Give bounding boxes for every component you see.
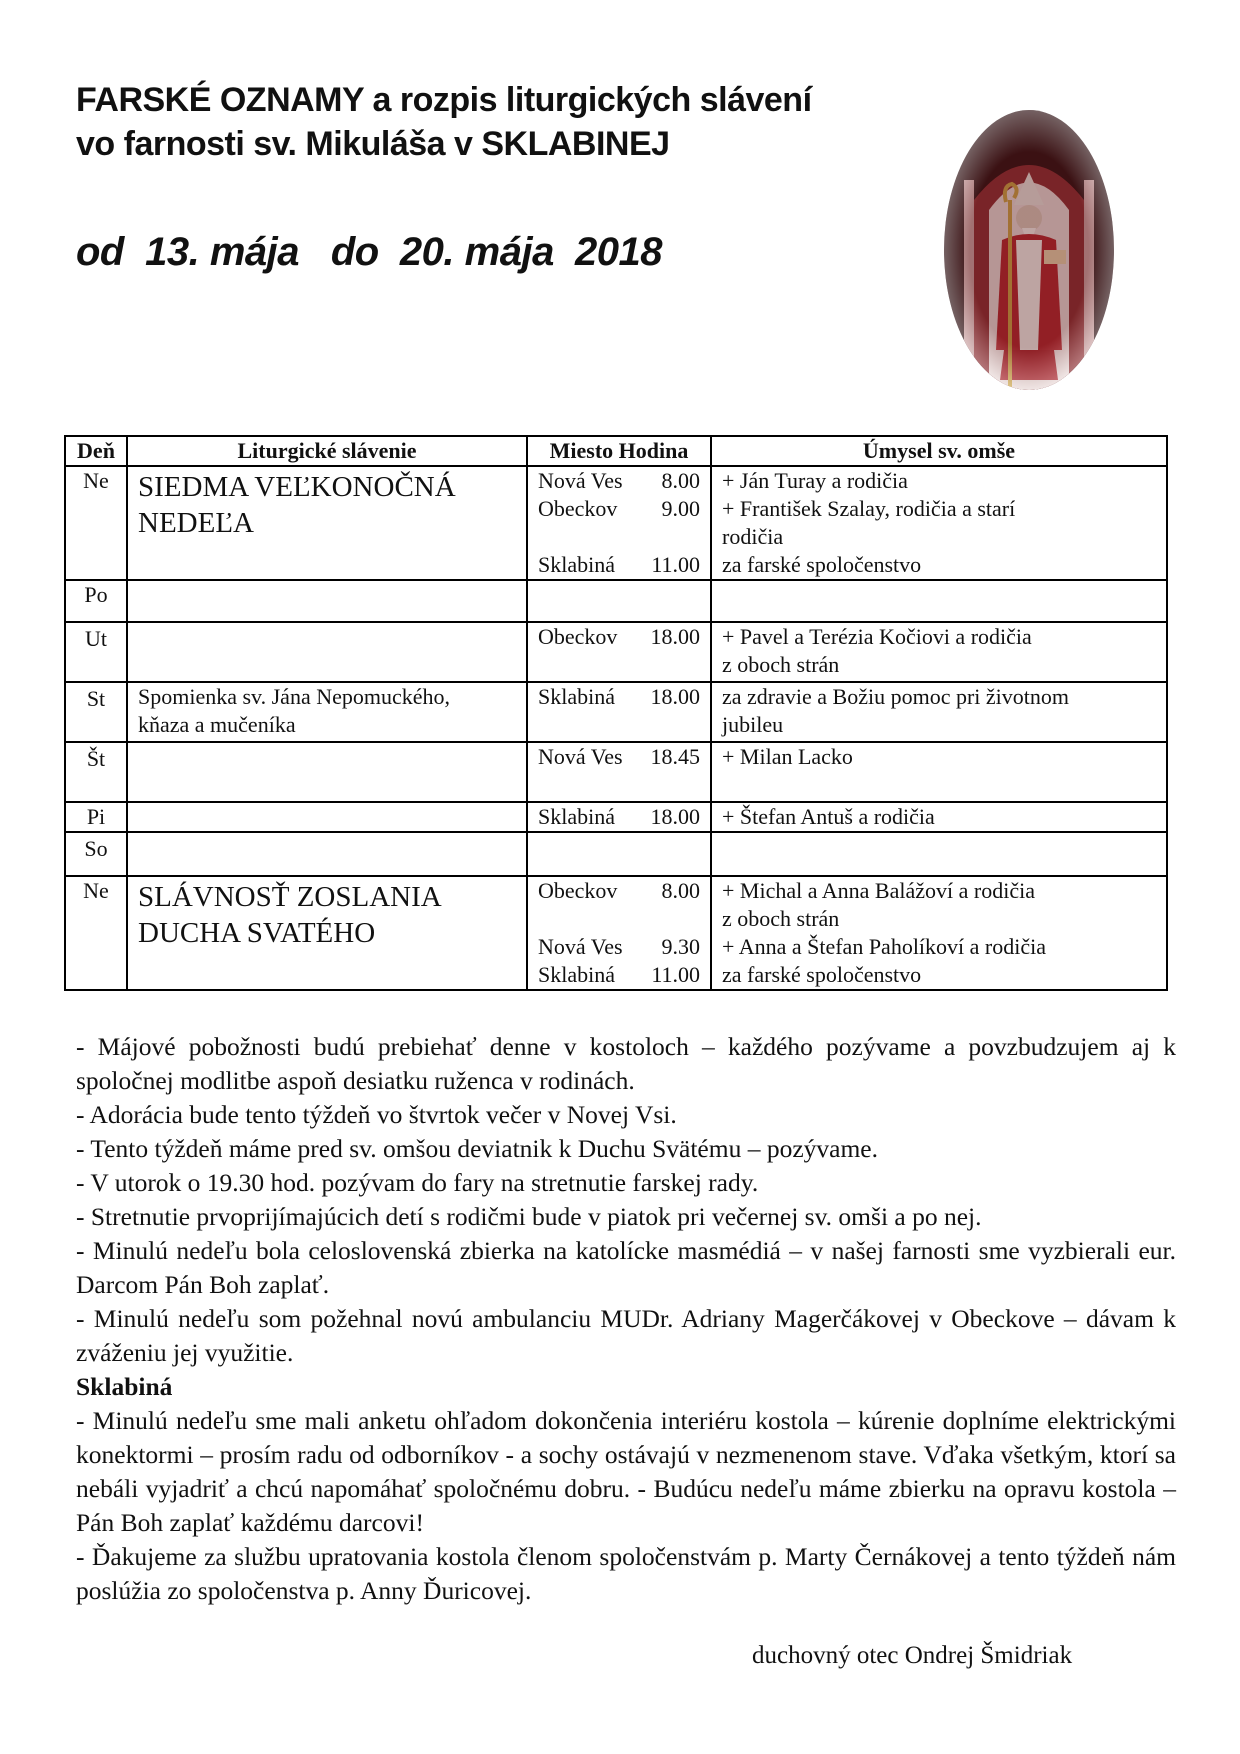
title-line-2: vo farnosti sv. Mikuláša v SKLABINEJ bbox=[76, 125, 670, 163]
table-row bbox=[65, 622, 1167, 682]
celebration-cell bbox=[127, 622, 527, 682]
intention-cell: + Štefan Antuš a rodičia bbox=[711, 802, 1167, 832]
section-heading-sklabina: Sklabiná bbox=[76, 1372, 173, 1401]
table-row bbox=[65, 580, 1167, 622]
header-intention: Úmysel sv. omše bbox=[711, 436, 1167, 466]
celebration-cell bbox=[127, 802, 527, 832]
mass-line: Nová Ves 8.00 bbox=[538, 468, 700, 493]
table-row bbox=[65, 832, 1167, 876]
place-time-cell bbox=[527, 802, 711, 832]
header-celebration: Liturgické slávenie bbox=[127, 436, 527, 466]
announcement-item: - Adorácia bude tento týždeň vo štvrtok večer v Novej Vsi. bbox=[76, 1100, 677, 1129]
intention-cell: + Ján Turay a rodičia + František Szalay, rodičia a starí rodičia za farské spoločenstvo bbox=[711, 466, 1167, 580]
date-range: od 13. mája do 20. mája 2018 bbox=[76, 230, 663, 274]
intention-cell bbox=[711, 580, 1167, 622]
page-title bbox=[76, 78, 812, 166]
table-row bbox=[65, 742, 1167, 802]
announcement-item: - V utorok o 19.30 hod. pozývam do fary na stretnutie farskej rady. bbox=[76, 1168, 759, 1197]
table-row bbox=[65, 876, 1167, 990]
mass-line: Sklabiná 11.00 bbox=[538, 552, 700, 577]
place-time-cell bbox=[527, 742, 711, 802]
announcement-item: - Stretnutie prvoprijímajúcich detí s rodičmi bude v piatok pri večernej sv. omši a po nej. bbox=[76, 1202, 982, 1231]
announcement-item: - Tento týždeň máme pred sv. omšou deviatnik k Duchu Svätému – pozývame. bbox=[76, 1134, 878, 1163]
intention-cell: + Pavel a Terézia Kočiovi a rodičia z oboch strán bbox=[711, 622, 1167, 682]
day-cell: St bbox=[65, 682, 127, 742]
mass-line: Sklabiná 18.00 bbox=[538, 804, 700, 829]
announcement-item: - Ďakujeme za službu upratovania kostola členom spoločenstvám p. Marty Černákovej a tento týždeň nám poslúžia zo spoločenstva p. Anny Ďuricovej. bbox=[76, 1542, 1176, 1605]
celebration-cell: SIEDMA VEĽKONOČNÁ NEDEĽA bbox=[127, 466, 527, 580]
intention-cell: za zdravie a Božiu pomoc pri životnom jubileu bbox=[711, 682, 1167, 742]
mass-line: Sklabiná 11.00 bbox=[538, 962, 700, 987]
mass-line: Sklabiná 18.00 bbox=[538, 684, 700, 709]
title-line-1: FARSKÉ OZNAMY a rozpis liturgických slávení bbox=[76, 81, 812, 119]
saint-nicholas-picture bbox=[944, 110, 1114, 390]
day-cell: Ne bbox=[65, 876, 127, 990]
table-row bbox=[65, 682, 1167, 742]
mass-line: Obeckov 18.00 bbox=[538, 624, 700, 649]
intention-cell bbox=[711, 832, 1167, 876]
place-time-cell bbox=[527, 580, 711, 622]
schedule-table bbox=[64, 435, 1168, 991]
announcement-item: - Minulú nedeľu som požehnal novú ambulanciu MUDr. Adriany Magerčákovej v Obeckove – dávam k zváženiu jej využitie. bbox=[76, 1304, 1176, 1367]
table-row bbox=[65, 802, 1167, 832]
day-cell: Ut bbox=[65, 622, 127, 682]
celebration-cell bbox=[127, 832, 527, 876]
day-cell: Pi bbox=[65, 802, 127, 832]
day-cell: Ne bbox=[65, 466, 127, 580]
mass-line: Nová Ves 18.45 bbox=[538, 744, 700, 769]
place-time-cell bbox=[527, 682, 711, 742]
day-cell: Št bbox=[65, 742, 127, 802]
place-time-cell bbox=[527, 876, 711, 990]
celebration-cell: SLÁVNOSŤ ZOSLANIA DUCHA SVATÉHO bbox=[127, 876, 527, 990]
table-header-row bbox=[65, 436, 1167, 466]
table-row bbox=[65, 466, 1167, 580]
place-time-cell bbox=[527, 832, 711, 876]
announcement-item: - Minulú nedeľu bola celoslovenská zbierka na katolícke masmédiá – v našej farnosti sme vyzbierali eur. Darcom Pán Boh zaplať. bbox=[76, 1236, 1176, 1299]
mass-line: Nová Ves 9.30 bbox=[538, 934, 700, 959]
header-day: Deň bbox=[65, 436, 127, 466]
place-time-cell bbox=[527, 466, 711, 580]
celebration-cell bbox=[127, 580, 527, 622]
announcement-item: - Minulú nedeľu sme mali anketu ohľadom dokončenia interiéru kostola – kúrenie doplníme elektrickými konektormi – prosím radu od odborníkov - a sochy ostávajú v nezmenenom stave. Vďaka všetkým, ktorí sa nebáli vyjadriť a chcú napomáhať spoločnému dobru. - Budúcu nedeľu máme zbierku na opravu kostola – Pán Boh zaplať každému darcovi! bbox=[76, 1406, 1176, 1537]
signature: duchovný otec Ondrej Šmidriak bbox=[752, 1642, 1073, 1669]
intention-cell: + Michal a Anna Balážoví a rodičia z oboch strán + Anna a Štefan Paholíkoví a rodičia za farské spoločenstvo bbox=[711, 876, 1167, 990]
announcements bbox=[76, 1030, 1176, 1608]
mass-line: Obeckov 9.00 bbox=[538, 496, 700, 521]
place-time-cell bbox=[527, 622, 711, 682]
header-place-time: Miesto Hodina bbox=[527, 436, 711, 466]
celebration-cell: Spomienka sv. Jána Nepomuckého, kňaza a mučeníka bbox=[127, 682, 527, 742]
day-cell: Po bbox=[65, 580, 127, 622]
intention-cell: + Milan Lacko bbox=[711, 742, 1167, 802]
celebration-cell bbox=[127, 742, 527, 802]
announcement-item: - Májové pobožnosti budú prebiehať denne v kostoloch – každého pozývame a povzbudzujem aj k spoločnej modlitbe aspoň desiatku ruženca v rodinách. bbox=[76, 1032, 1176, 1095]
mass-line: Obeckov 8.00 bbox=[538, 878, 700, 903]
day-cell: So bbox=[65, 832, 127, 876]
